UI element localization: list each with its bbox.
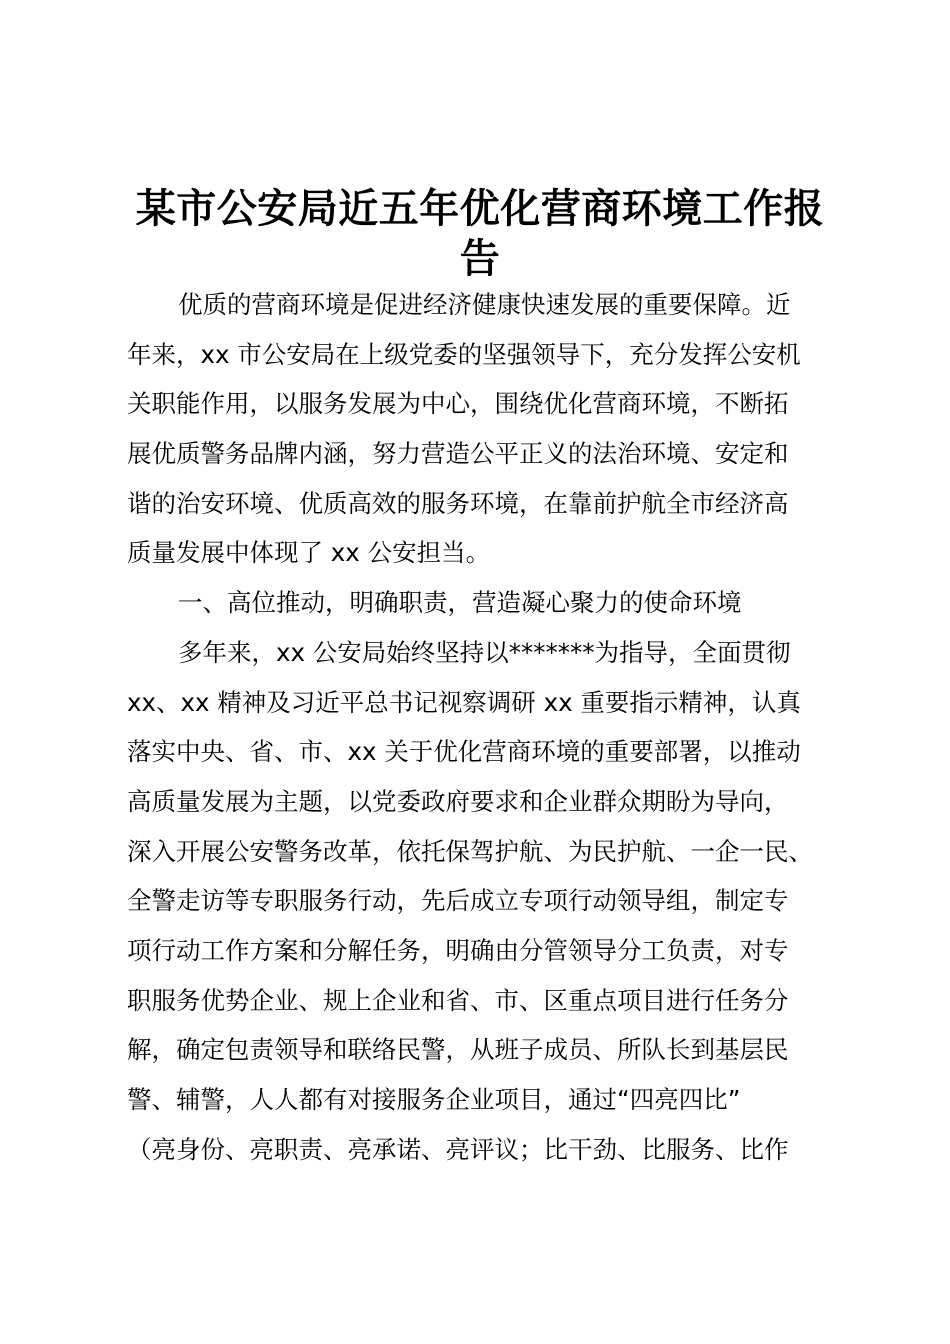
- intro-paragraph: [127, 280, 837, 578]
- title-line: 某市公安局近五年优化营商环境工作报: [135, 185, 825, 232]
- document-title: [100, 184, 860, 283]
- paragraph-line: 质量发展中体现了 xx 公安担当。: [127, 538, 491, 568]
- paragraph-line: 优质的营商环境是促进经济健康快速发展的重要保障。近: [178, 290, 791, 319]
- section-heading-text: 一、高位推动，明确职责，营造凝心聚力的使命环境: [178, 588, 742, 618]
- paragraph-line: （亮身份、亮职责、亮承诺、亮评议；比干劲、比服务、比作: [127, 1134, 789, 1164]
- paragraph-line: 职服务优势企业、规上企业和省、市、区重点项目进行任务分: [127, 985, 789, 1015]
- paragraph-line: 解，确定包责领导和联络民警，从班子成员、所队长到基层民: [127, 1035, 789, 1065]
- paragraph-line: 展优质警务品牌内涵，努力营造公平正义的法治环境、安定和: [127, 439, 789, 469]
- paragraph-line: 警、辅警，人人都有对接服务企业项目，通过“四亮四比”: [127, 1085, 741, 1114]
- section-heading: [127, 578, 837, 628]
- paragraph-line: 项行动工作方案和分解任务，明确由分管领导分工负责，对专: [127, 935, 789, 965]
- paragraph-line: 深入开展公安警务改革，依托保驾护航、为民护航、一企一民、: [127, 836, 813, 866]
- paragraph-line: 落实中央、省、市、xx 关于优化营商环境的重要部署，以推动: [127, 737, 801, 767]
- paragraph-line: 高质量发展为主题，以党委政府要求和企业群众期盼为导向，: [127, 786, 789, 816]
- paragraph-line: xx、xx 精神及习近平总书记视察调研 xx 重要指示精神，认真: [127, 687, 801, 717]
- paragraph-line: 关职能作用，以服务发展为中心，围绕优化营商环境，不断拓: [127, 389, 789, 419]
- title-line: 告: [459, 234, 501, 282]
- paragraph-line: 多年来，xx 公安局始终坚持以*******为指导，全面贯彻: [178, 637, 791, 667]
- document-body: [127, 280, 837, 1174]
- paragraph-line: 谐的治安环境、优质高效的服务环境，在靠前护航全市经济高: [127, 488, 789, 518]
- paragraph-line: 年来，xx 市公安局在上级党委的坚强领导下，充分发挥公安机: [127, 339, 801, 369]
- section-paragraph: [127, 628, 837, 1175]
- paragraph-line: 全警走访等专职服务行动，先后成立专项行动领导组，制定专: [127, 886, 789, 916]
